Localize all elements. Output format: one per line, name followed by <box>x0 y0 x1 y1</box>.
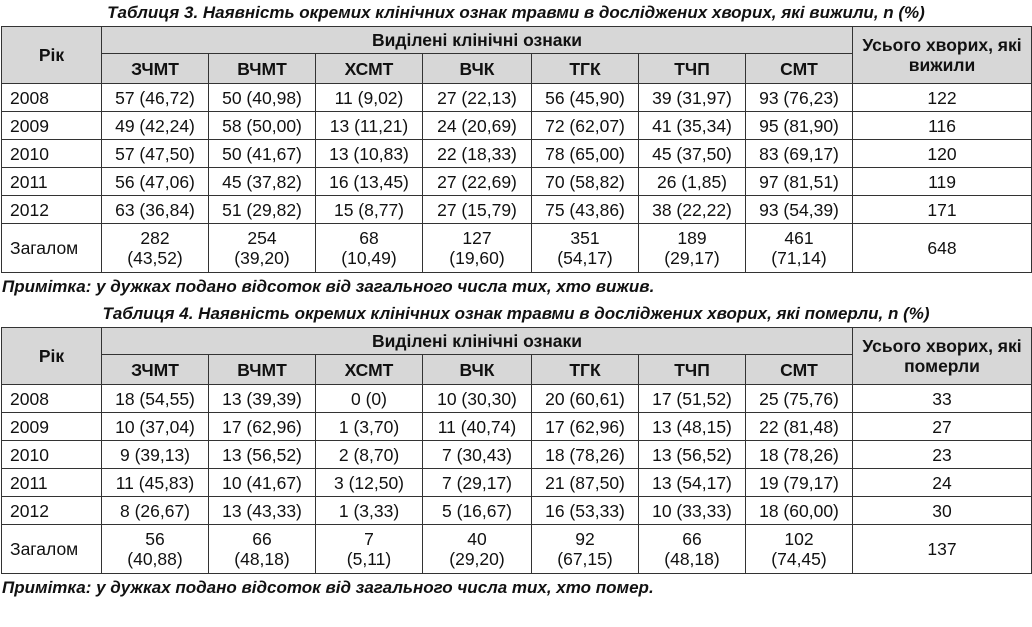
total-cell: 30 <box>853 497 1032 525</box>
summary-count: 189 <box>677 228 707 248</box>
column-header: ВЧК <box>423 355 532 385</box>
value-cell: 49 (42,24) <box>102 112 209 140</box>
summary-count: 66 <box>682 529 702 549</box>
table3-caption: Таблиця 3. Наявність окремих клінічних ознак травми в досліджених хворих, які вижили, n (%) <box>107 3 925 22</box>
table3 <box>1 26 1032 273</box>
table-row <box>2 441 1032 469</box>
value-cell: 57 (47,50) <box>102 140 209 168</box>
column-header: ТЧП <box>639 355 746 385</box>
year-cell: 2009 <box>2 112 102 140</box>
value-cell: 11 (40,74) <box>423 413 532 441</box>
header-row <box>2 328 1032 355</box>
header-year: Рік <box>2 27 102 84</box>
summary-value-cell <box>639 224 746 273</box>
value-cell: 17 (62,96) <box>532 413 639 441</box>
value-cell: 13 (54,17) <box>639 469 746 497</box>
value-cell: 13 (39,39) <box>209 385 316 413</box>
value-cell: 50 (40,98) <box>209 84 316 112</box>
table-row <box>2 469 1032 497</box>
value-cell: 18 (78,26) <box>746 441 853 469</box>
summary-row <box>2 224 1032 273</box>
value-cell: 11 (9,02) <box>316 84 423 112</box>
summary-count: 282 <box>140 228 170 248</box>
column-header: ТЧП <box>639 54 746 84</box>
value-cell: 93 (54,39) <box>746 196 853 224</box>
header-row <box>2 27 1032 54</box>
year-cell: 2009 <box>2 413 102 441</box>
summary-count: 254 <box>247 228 277 248</box>
value-cell: 7 (29,17) <box>423 469 532 497</box>
value-cell: 18 (78,26) <box>532 441 639 469</box>
summary-percent: (40,88) <box>127 549 183 569</box>
year-cell: 2010 <box>2 140 102 168</box>
value-cell: 78 (65,00) <box>532 140 639 168</box>
value-cell: 93 (76,23) <box>746 84 853 112</box>
summary-value-cell <box>746 525 853 574</box>
table-row <box>2 168 1032 196</box>
value-cell: 1 (3,33) <box>316 497 423 525</box>
table-row <box>2 140 1032 168</box>
value-cell: 21 (87,50) <box>532 469 639 497</box>
column-header: ВЧК <box>423 54 532 84</box>
value-cell: 41 (35,34) <box>639 112 746 140</box>
value-cell: 57 (46,72) <box>102 84 209 112</box>
total-cell: 120 <box>853 140 1032 168</box>
header-group: Виділені клінічні ознаки <box>102 27 853 54</box>
summary-count: 68 <box>359 228 379 248</box>
total-cell: 23 <box>853 441 1032 469</box>
value-cell: 20 (60,61) <box>532 385 639 413</box>
summary-value-cell <box>532 525 639 574</box>
value-cell: 70 (58,82) <box>532 168 639 196</box>
value-cell: 56 (47,06) <box>102 168 209 196</box>
column-header: ЗЧМТ <box>102 355 209 385</box>
summary-percent: (43,52) <box>127 248 183 268</box>
summary-value-cell <box>316 525 423 574</box>
summary-percent: (67,15) <box>557 549 613 569</box>
value-cell: 75 (43,86) <box>532 196 639 224</box>
value-cell: 39 (31,97) <box>639 84 746 112</box>
value-cell: 51 (29,82) <box>209 196 316 224</box>
table3-note: Примітка: у дужках подано відсоток від загального числа тих, хто вижив. <box>2 277 655 296</box>
summary-percent: (74,45) <box>771 549 827 569</box>
value-cell: 3 (12,50) <box>316 469 423 497</box>
table-row <box>2 112 1032 140</box>
summary-value-cell <box>102 224 209 273</box>
value-cell: 10 (30,30) <box>423 385 532 413</box>
table-row <box>2 385 1032 413</box>
value-cell: 13 (10,83) <box>316 140 423 168</box>
year-cell: 2012 <box>2 196 102 224</box>
summary-row <box>2 525 1032 574</box>
value-cell: 56 (45,90) <box>532 84 639 112</box>
total-cell: 122 <box>853 84 1032 112</box>
table4 <box>1 327 1032 574</box>
summary-value-cell <box>209 525 316 574</box>
value-cell: 27 (22,13) <box>423 84 532 112</box>
header-group: Виділені клінічні ознаки <box>102 328 853 355</box>
value-cell: 13 (56,52) <box>639 441 746 469</box>
column-header: ХСМТ <box>316 355 423 385</box>
value-cell: 97 (81,51) <box>746 168 853 196</box>
value-cell: 18 (54,55) <box>102 385 209 413</box>
summary-percent: (48,18) <box>664 549 720 569</box>
value-cell: 18 (60,00) <box>746 497 853 525</box>
summary-count: 127 <box>462 228 492 248</box>
summary-count: 66 <box>252 529 272 549</box>
value-cell: 22 (81,48) <box>746 413 853 441</box>
value-cell: 17 (51,52) <box>639 385 746 413</box>
year-cell: 2008 <box>2 84 102 112</box>
value-cell: 10 (41,67) <box>209 469 316 497</box>
summary-count: 7 <box>364 529 374 549</box>
year-cell: 2008 <box>2 385 102 413</box>
column-header: СМТ <box>746 355 853 385</box>
summary-percent: (10,49) <box>341 248 397 268</box>
summary-value-cell <box>532 224 639 273</box>
year-cell: 2012 <box>2 497 102 525</box>
table-row <box>2 413 1032 441</box>
header-total: Усього хворих, які вижили <box>853 27 1032 84</box>
value-cell: 10 (33,33) <box>639 497 746 525</box>
summary-label: Загалом <box>2 525 102 574</box>
header-total: Усього хворих, які померли <box>853 328 1032 385</box>
summary-count: 92 <box>575 529 595 549</box>
column-header: ЗЧМТ <box>102 54 209 84</box>
value-cell: 95 (81,90) <box>746 112 853 140</box>
value-cell: 11 (45,83) <box>102 469 209 497</box>
summary-percent: (71,14) <box>771 248 827 268</box>
value-cell: 7 (30,43) <box>423 441 532 469</box>
summary-percent: (54,17) <box>557 248 613 268</box>
value-cell: 38 (22,22) <box>639 196 746 224</box>
table-row <box>2 84 1032 112</box>
year-cell: 2010 <box>2 441 102 469</box>
summary-percent: (19,60) <box>449 248 505 268</box>
value-cell: 13 (11,21) <box>316 112 423 140</box>
total-cell: 27 <box>853 413 1032 441</box>
summary-percent: (29,20) <box>449 549 505 569</box>
value-cell: 58 (50,00) <box>209 112 316 140</box>
total-cell: 116 <box>853 112 1032 140</box>
value-cell: 13 (43,33) <box>209 497 316 525</box>
value-cell: 72 (62,07) <box>532 112 639 140</box>
value-cell: 45 (37,50) <box>639 140 746 168</box>
summary-value-cell <box>746 224 853 273</box>
value-cell: 2 (8,70) <box>316 441 423 469</box>
value-cell: 1 (3,70) <box>316 413 423 441</box>
table4-note: Примітка: у дужках подано відсоток від загального числа тих, хто помер. <box>2 578 654 597</box>
value-cell: 83 (69,17) <box>746 140 853 168</box>
column-header: ХСМТ <box>316 54 423 84</box>
value-cell: 22 (18,33) <box>423 140 532 168</box>
value-cell: 5 (16,67) <box>423 497 532 525</box>
summary-value-cell <box>209 224 316 273</box>
value-cell: 63 (36,84) <box>102 196 209 224</box>
summary-percent: (29,17) <box>664 248 720 268</box>
value-cell: 19 (79,17) <box>746 469 853 497</box>
summary-percent: (39,20) <box>234 248 290 268</box>
value-cell: 26 (1,85) <box>639 168 746 196</box>
summary-value-cell <box>423 525 532 574</box>
table4-caption: Таблиця 4. Наявність окремих клінічних ознак травми в досліджених хворих, які померли, n (%) <box>102 304 930 323</box>
value-cell: 16 (13,45) <box>316 168 423 196</box>
summary-total-cell: 137 <box>853 525 1032 574</box>
summary-count: 56 <box>145 529 165 549</box>
summary-total-cell: 648 <box>853 224 1032 273</box>
total-cell: 33 <box>853 385 1032 413</box>
summary-label: Загалом <box>2 224 102 273</box>
summary-percent: (5,11) <box>346 549 392 569</box>
header-year: Рік <box>2 328 102 385</box>
summary-count: 40 <box>467 529 487 549</box>
value-cell: 8 (26,67) <box>102 497 209 525</box>
column-header: ВЧМТ <box>209 54 316 84</box>
column-header: ВЧМТ <box>209 355 316 385</box>
value-cell: 27 (22,69) <box>423 168 532 196</box>
summary-value-cell <box>316 224 423 273</box>
year-cell: 2011 <box>2 469 102 497</box>
column-header: ТГК <box>532 54 639 84</box>
value-cell: 45 (37,82) <box>209 168 316 196</box>
year-cell: 2011 <box>2 168 102 196</box>
value-cell: 15 (8,77) <box>316 196 423 224</box>
summary-count: 461 <box>784 228 814 248</box>
value-cell: 13 (56,52) <box>209 441 316 469</box>
value-cell: 50 (41,67) <box>209 140 316 168</box>
table-row <box>2 196 1032 224</box>
total-cell: 171 <box>853 196 1032 224</box>
value-cell: 13 (48,15) <box>639 413 746 441</box>
summary-value-cell <box>639 525 746 574</box>
value-cell: 17 (62,96) <box>209 413 316 441</box>
total-cell: 119 <box>853 168 1032 196</box>
summary-count: 351 <box>570 228 600 248</box>
value-cell: 0 (0) <box>316 385 423 413</box>
summary-value-cell <box>102 525 209 574</box>
value-cell: 24 (20,69) <box>423 112 532 140</box>
total-cell: 24 <box>853 469 1032 497</box>
value-cell: 10 (37,04) <box>102 413 209 441</box>
column-header: СМТ <box>746 54 853 84</box>
value-cell: 25 (75,76) <box>746 385 853 413</box>
summary-count: 102 <box>784 529 814 549</box>
value-cell: 27 (15,79) <box>423 196 532 224</box>
summary-value-cell <box>423 224 532 273</box>
value-cell: 16 (53,33) <box>532 497 639 525</box>
table-row <box>2 497 1032 525</box>
value-cell: 9 (39,13) <box>102 441 209 469</box>
column-header: ТГК <box>532 355 639 385</box>
summary-percent: (48,18) <box>234 549 290 569</box>
